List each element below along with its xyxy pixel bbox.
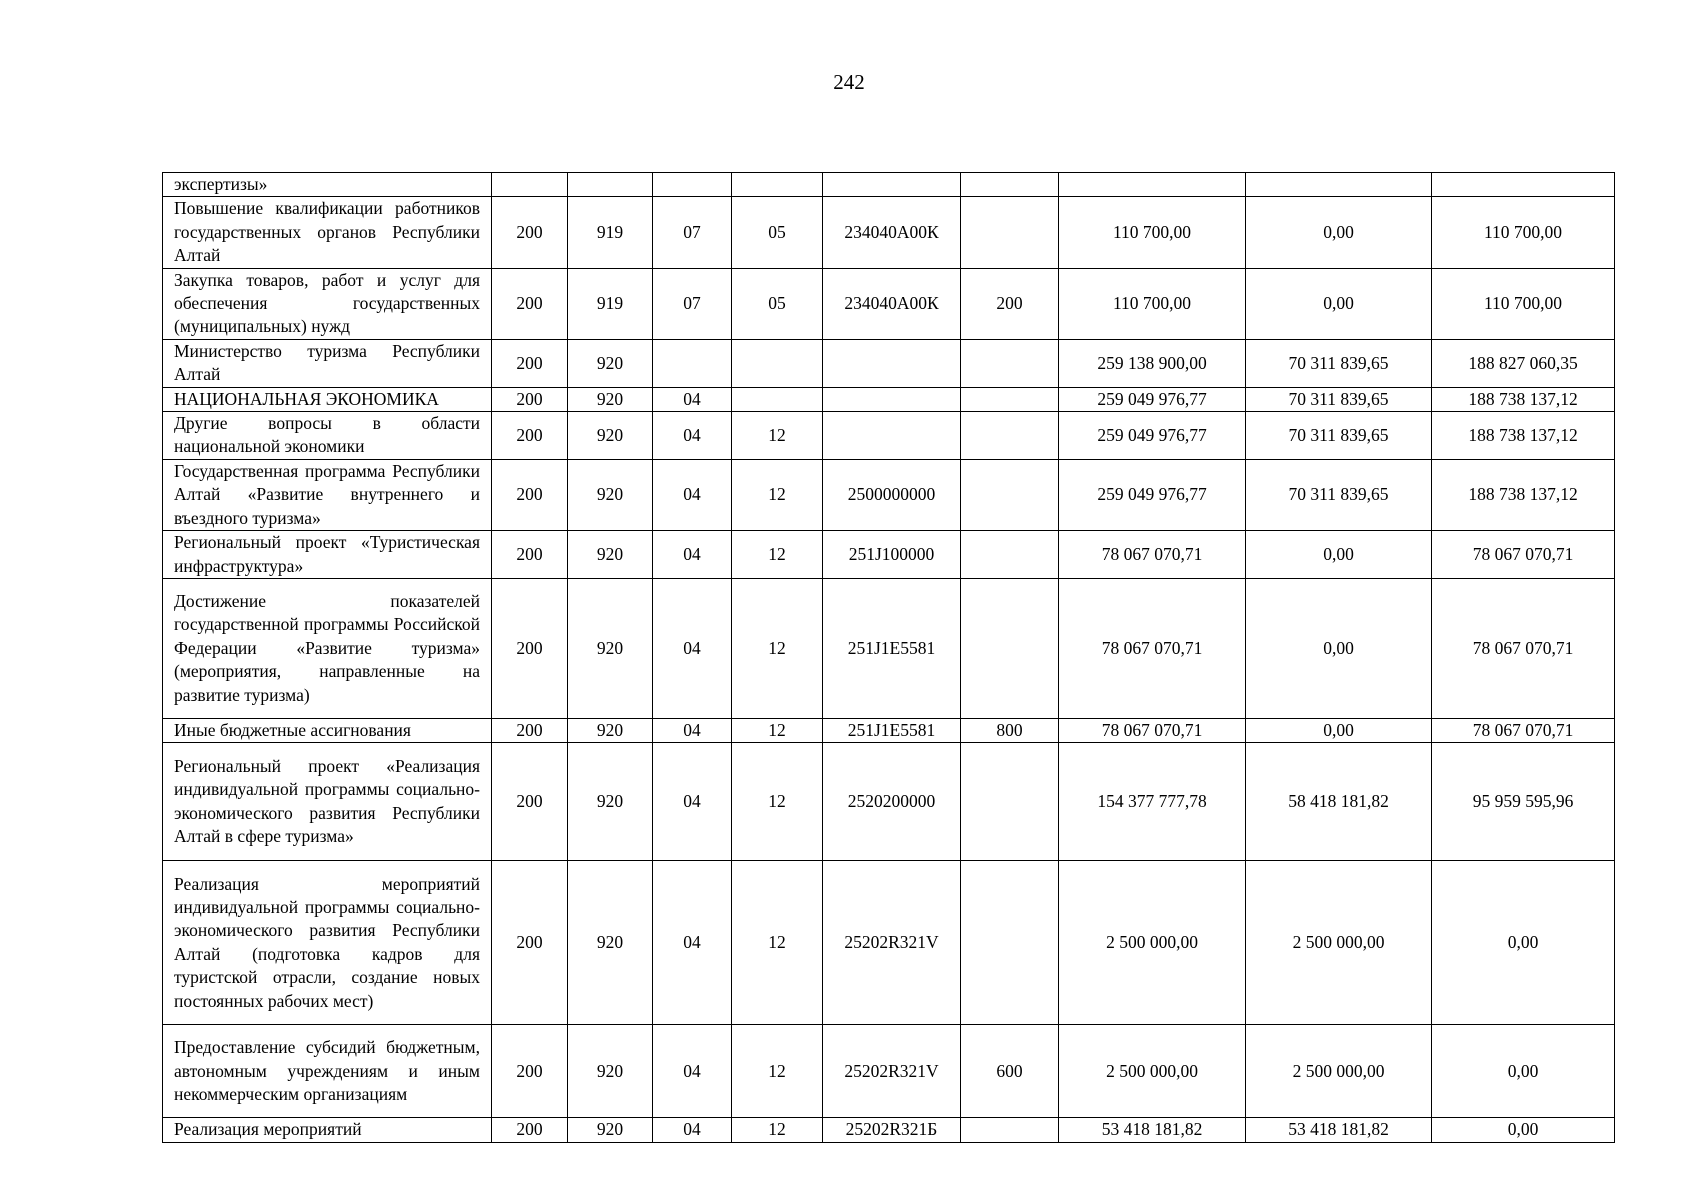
amount-cell: 53 418 181,82 <box>1059 1118 1246 1142</box>
subsection-cell <box>732 173 823 197</box>
target-code-cell: 25202R321V <box>823 861 961 1025</box>
amount-cell: 188 738 137,12 <box>1432 459 1615 530</box>
amount-cell: 188 738 137,12 <box>1432 412 1615 460</box>
amount-cell: 78 067 070,71 <box>1059 718 1246 742</box>
expense-type-cell: 600 <box>961 1025 1059 1118</box>
amount-cell: 95 959 595,96 <box>1432 743 1615 861</box>
item-name-cell: Иные бюджетные ассигнования <box>163 718 492 742</box>
item-name-cell: Региональный проект «Туристическая инфраструктура» <box>163 531 492 579</box>
code-cell: 919 <box>568 268 653 339</box>
code-cell: 919 <box>568 197 653 268</box>
section-cell: 07 <box>653 268 732 339</box>
section-cell: 07 <box>653 197 732 268</box>
amount-cell: 259 049 976,77 <box>1059 412 1246 460</box>
amount-cell: 259 138 900,00 <box>1059 339 1246 387</box>
table-row <box>163 1118 1615 1142</box>
amount-cell: 2 500 000,00 <box>1246 861 1432 1025</box>
item-name-cell: Закупка товаров, работ и услуг для обеспечения государственных (муниципальных) нужд <box>163 268 492 339</box>
code-cell: 200 <box>492 1118 568 1142</box>
subsection-cell: 12 <box>732 412 823 460</box>
expense-type-cell <box>961 387 1059 411</box>
section-cell <box>653 339 732 387</box>
item-name-cell: Достижение показателей государственной программы Российской Федерации «Развитие туризма» (мероприятия, направленные на развитие туризма) <box>163 578 492 718</box>
section-cell: 04 <box>653 1025 732 1118</box>
amount-cell: 2 500 000,00 <box>1059 861 1246 1025</box>
item-name-cell: Повышение квалификации работников государственных органов Республики Алтай <box>163 197 492 268</box>
table-row <box>163 459 1615 530</box>
code-cell: 200 <box>492 578 568 718</box>
amount-cell: 58 418 181,82 <box>1246 743 1432 861</box>
amount-cell: 0,00 <box>1246 578 1432 718</box>
amount-cell: 110 700,00 <box>1059 197 1246 268</box>
code-cell: 200 <box>492 268 568 339</box>
code-cell: 920 <box>568 1118 653 1142</box>
section-cell: 04 <box>653 459 732 530</box>
table-row <box>163 578 1615 718</box>
expense-type-cell <box>961 173 1059 197</box>
amount-cell: 259 049 976,77 <box>1059 459 1246 530</box>
code-cell <box>492 173 568 197</box>
amount-cell: 0,00 <box>1432 1025 1615 1118</box>
amount-cell: 154 377 777,78 <box>1059 743 1246 861</box>
amount-cell: 0,00 <box>1246 718 1432 742</box>
subsection-cell: 05 <box>732 268 823 339</box>
item-name-cell: Реализация мероприятий индивидуальной программы социально-экономического развития Республики Алтай (подготовка кадров для туристской отрасли, создание новых постоянных рабочих мест) <box>163 861 492 1025</box>
amount-cell: 110 700,00 <box>1432 268 1615 339</box>
item-name-cell: НАЦИОНАЛЬНАЯ ЭКОНОМИКА <box>163 387 492 411</box>
amount-cell: 70 311 839,65 <box>1246 387 1432 411</box>
expense-type-cell <box>961 578 1059 718</box>
amount-cell <box>1432 173 1615 197</box>
target-code-cell: 251J1E5581 <box>823 718 961 742</box>
expense-type-cell: 800 <box>961 718 1059 742</box>
section-cell: 04 <box>653 718 732 742</box>
amount-cell: 2 500 000,00 <box>1059 1025 1246 1118</box>
table-row <box>163 412 1615 460</box>
target-code-cell: 25202R321Б <box>823 1118 961 1142</box>
amount-cell: 78 067 070,71 <box>1432 578 1615 718</box>
amount-cell: 70 311 839,65 <box>1246 412 1432 460</box>
amount-cell: 53 418 181,82 <box>1246 1118 1432 1142</box>
amount-cell: 110 700,00 <box>1059 268 1246 339</box>
code-cell: 200 <box>492 339 568 387</box>
subsection-cell: 12 <box>732 531 823 579</box>
code-cell: 920 <box>568 1025 653 1118</box>
code-cell: 920 <box>568 861 653 1025</box>
expense-type-cell <box>961 531 1059 579</box>
item-name-cell: Реализация мероприятий <box>163 1118 492 1142</box>
code-cell: 200 <box>492 861 568 1025</box>
code-cell: 200 <box>492 412 568 460</box>
expense-type-cell <box>961 412 1059 460</box>
amount-cell <box>1246 173 1432 197</box>
item-name-cell: Региональный проект «Реализация индивидуальной программы социально-экономического развития Республики Алтай в сфере туризма» <box>163 743 492 861</box>
expense-type-cell <box>961 1118 1059 1142</box>
code-cell: 920 <box>568 339 653 387</box>
amount-cell: 259 049 976,77 <box>1059 387 1246 411</box>
item-name-cell: Министерство туризма Республики Алтай <box>163 339 492 387</box>
subsection-cell: 12 <box>732 578 823 718</box>
amount-cell: 0,00 <box>1246 197 1432 268</box>
subsection-cell <box>732 387 823 411</box>
table-row <box>163 743 1615 861</box>
expense-type-cell <box>961 861 1059 1025</box>
section-cell <box>653 173 732 197</box>
target-code-cell: 2500000000 <box>823 459 961 530</box>
code-cell: 920 <box>568 459 653 530</box>
amount-cell: 188 827 060,35 <box>1432 339 1615 387</box>
subsection-cell: 12 <box>732 1025 823 1118</box>
page-number: 242 <box>833 70 865 94</box>
table-row <box>163 197 1615 268</box>
section-cell: 04 <box>653 861 732 1025</box>
amount-cell: 0,00 <box>1246 531 1432 579</box>
amount-cell: 70 311 839,65 <box>1246 339 1432 387</box>
section-cell: 04 <box>653 412 732 460</box>
subsection-cell: 05 <box>732 197 823 268</box>
section-cell: 04 <box>653 531 732 579</box>
expense-type-cell <box>961 197 1059 268</box>
code-cell: 920 <box>568 743 653 861</box>
table-body <box>163 173 1615 1143</box>
expense-type-cell: 200 <box>961 268 1059 339</box>
amount-cell: 78 067 070,71 <box>1432 531 1615 579</box>
code-cell: 200 <box>492 387 568 411</box>
amount-cell: 0,00 <box>1432 1118 1615 1142</box>
amount-cell: 110 700,00 <box>1432 197 1615 268</box>
code-cell: 920 <box>568 387 653 411</box>
target-code-cell <box>823 173 961 197</box>
amount-cell: 78 067 070,71 <box>1059 578 1246 718</box>
subsection-cell: 12 <box>732 743 823 861</box>
table-row <box>163 1025 1615 1118</box>
target-code-cell: 251J1E5581 <box>823 578 961 718</box>
table-row <box>163 531 1615 579</box>
amount-cell: 188 738 137,12 <box>1432 387 1615 411</box>
target-code-cell <box>823 387 961 411</box>
code-cell: 200 <box>492 718 568 742</box>
code-cell: 920 <box>568 531 653 579</box>
amount-cell: 0,00 <box>1432 861 1615 1025</box>
code-cell: 200 <box>492 743 568 861</box>
item-name-cell: Предоставление субсидий бюджетным, автономным учреждениям и иным некоммерческим организациям <box>163 1025 492 1118</box>
table-row <box>163 173 1615 197</box>
target-code-cell <box>823 339 961 387</box>
target-code-cell <box>823 412 961 460</box>
target-code-cell: 234040А00К <box>823 197 961 268</box>
budget-table <box>162 172 1615 1143</box>
target-code-cell: 251J100000 <box>823 531 961 579</box>
code-cell: 200 <box>492 531 568 579</box>
item-name-cell: Государственная программа Республики Алтай «Развитие внутреннего и въездного туризма» <box>163 459 492 530</box>
subsection-cell <box>732 339 823 387</box>
subsection-cell: 12 <box>732 861 823 1025</box>
section-cell: 04 <box>653 578 732 718</box>
section-cell: 04 <box>653 743 732 861</box>
table-row <box>163 718 1615 742</box>
code-cell: 920 <box>568 412 653 460</box>
code-cell <box>568 173 653 197</box>
code-cell: 200 <box>492 459 568 530</box>
amount-cell: 78 067 070,71 <box>1059 531 1246 579</box>
table-row <box>163 268 1615 339</box>
code-cell: 200 <box>492 197 568 268</box>
code-cell: 920 <box>568 578 653 718</box>
amount-cell: 70 311 839,65 <box>1246 459 1432 530</box>
expense-type-cell <box>961 743 1059 861</box>
amount-cell: 0,00 <box>1246 268 1432 339</box>
amount-cell <box>1059 173 1246 197</box>
subsection-cell: 12 <box>732 459 823 530</box>
target-code-cell: 25202R321V <box>823 1025 961 1118</box>
table-row <box>163 861 1615 1025</box>
table-row <box>163 339 1615 387</box>
subsection-cell: 12 <box>732 718 823 742</box>
subsection-cell: 12 <box>732 1118 823 1142</box>
item-name-cell: экспертизы» <box>163 173 492 197</box>
section-cell: 04 <box>653 1118 732 1142</box>
table-row <box>163 387 1615 411</box>
code-cell: 200 <box>492 1025 568 1118</box>
target-code-cell: 2520200000 <box>823 743 961 861</box>
expense-type-cell <box>961 459 1059 530</box>
amount-cell: 2 500 000,00 <box>1246 1025 1432 1118</box>
code-cell: 920 <box>568 718 653 742</box>
amount-cell: 78 067 070,71 <box>1432 718 1615 742</box>
target-code-cell: 234040А00К <box>823 268 961 339</box>
item-name-cell: Другие вопросы в области национальной экономики <box>163 412 492 460</box>
section-cell: 04 <box>653 387 732 411</box>
expense-type-cell <box>961 339 1059 387</box>
